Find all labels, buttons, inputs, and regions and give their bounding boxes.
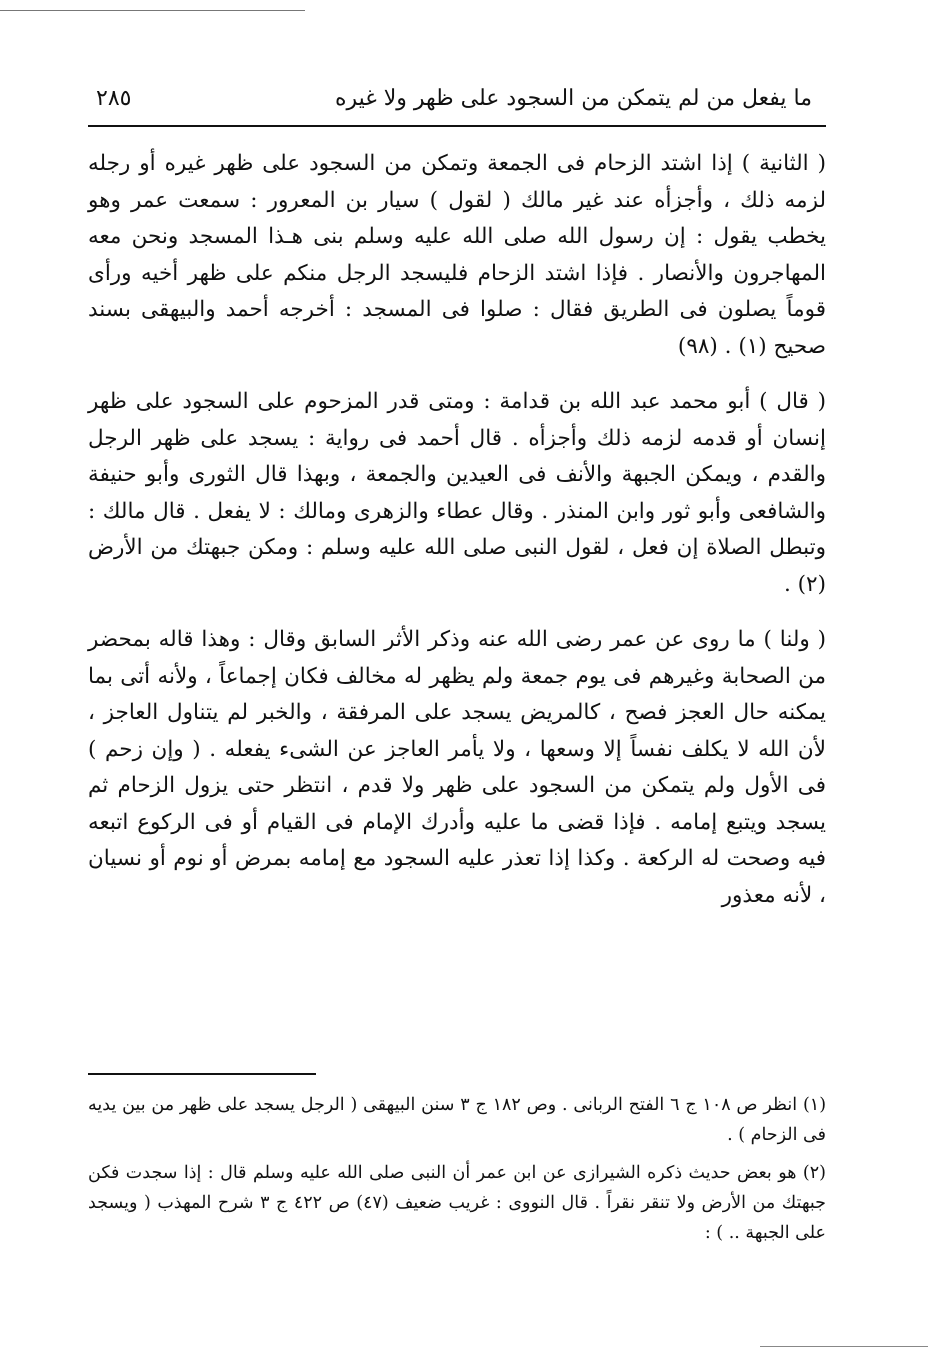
- scan-edge-line-bottom: [760, 1346, 928, 1347]
- page-number: ٢٨٥: [96, 85, 132, 111]
- running-header: [88, 78, 826, 118]
- footnote-1: (١) انظر ص ١٠٨ ج ٦ الفتح الربانى . وص ١٨٢ ج ٣ سنن البيهقى ( الرجل يسجد على ظهر من بين يديه فى الزحام ) .: [88, 1095, 827, 1145]
- footnotes: [88, 1090, 826, 1256]
- paragraph-evidence: ( ولنا ) ما روى عن عمر رضى الله عنه وذكر الأثر السابق وقال : وهذا قاله بمحضر من الصحابة وغيرهم فى يوم جمعة ولم يظهر له مخالف فكان إجماعاً ، ولأنه أتى بما يمكنه حال العجز فصح ، كالمريض يسجد على المرفقة ، والخبر لم يتناول العاجز ، لأن الله لا يكلف نفساً إلا وسعها ، ولا يأمر العاجز عن الشىء يفعله . ( وإن زحم ) فى الأول ولم يتمكن من السجود على ظهر ولا قدم ، انتظر حتى يزول الزحام ثم يسجد ويتبع إمامه . فإذا قضى ما عليه وأدرك الإمام فى القيام أو فى الركوع اتبعه فيه وصحت له الركعة . وكذا إذا تعذر عليه السجود مع إمامه بمرض أو نوم أو نسيان ، لأنه معذور: [88, 627, 826, 908]
- header-rule: [88, 125, 826, 127]
- footnote-rule: [88, 1073, 316, 1075]
- paragraph-second-case: ( الثانية ) إذا اشتد الزحام فى الجمعة وتمكن من السجود على ظهر غيره أو رجله لزمه ذلك ، وأجزأه عند غير مالك ( لقول ) سيار بن المعرور : سمعت عمر وهو يخطب يقول : إن رسول الله صلى الله عليه وسلم بنى هـذا المسجد ونحن معه المهاجرون والأنصار . فإذا اشتد الزحام فليسجد الرجل منكم على ظهر أخيه ورأى قوماً يصلون فى الطريق فقال : صلوا فى المسجد : أخرجه أحمد والبيهقى بسند صحيح (١) . (٩٨): [88, 151, 826, 359]
- paragraph-ibn-qudama: ( قال ) أبو محمد عبد الله بن قدامة : ومتى قدر المزحوم على السجود على ظهر إنسان أو قدمه لزمه ذلك وأجزأه . قال أحمد فى رواية : يسجد على ظهر الرجل والقدم ، ويمكن الجبهة والأنف فى العيدين والجمعة ، وبهذا قال الثورى وأبو حنيفة والشافعى وأبو ثور وابن المنذر . وقال عطاء والزهرى ومالك : لا يفعل . قال مالك : وتبطل الصلاة إن فعل ، لقول النبى صلى الله عليه وسلم : ومكن جبهتك من الأرض (٢) .: [88, 389, 826, 597]
- footnote-2: (٢) هو بعض حديث ذكره الشيرازى عن ابن عمر أن النبى صلى الله عليه وسلم قال : إذا سجدت فكن جبهتك من الأرض ولا تنقر نقراً . قال النووى : غريب ضعيف (٤٧) ص ٤٢٢ ج ٣ شرح المهذب ( ويسجد على الجبهة .. ) :: [88, 1163, 826, 1243]
- book-page: [88, 0, 826, 1359]
- scan-edge-line: [0, 10, 305, 11]
- running-header-title: ما يفعل من لم يتمكن من السجود على ظهر ولا غيره: [334, 85, 812, 111]
- main-text: [88, 146, 826, 914]
